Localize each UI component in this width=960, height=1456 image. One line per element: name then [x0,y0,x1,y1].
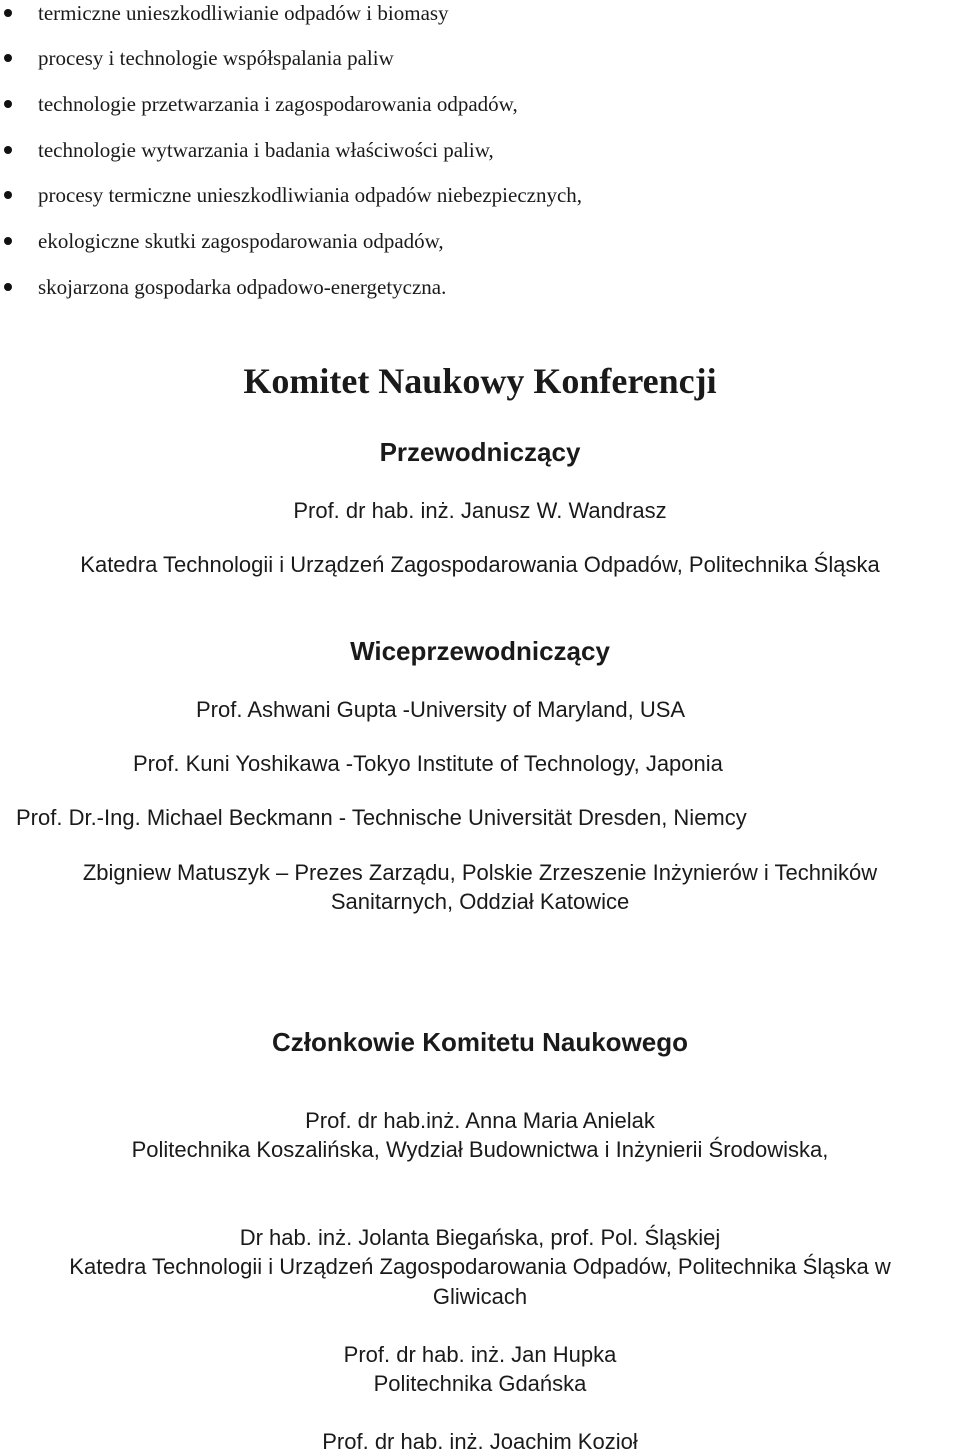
bullet-icon [4,9,12,17]
vice-extra-line: Zbigniew Matuszyk – Prezes Zarządu, Polskie Zrzeszenie Inżynierów i Techników [82,860,878,885]
member-affiliation: Gliwicach [432,1284,528,1309]
bullet-icon [4,191,12,199]
bullet-icon [4,237,12,245]
member-affiliation: Politechnika Gdańska [373,1371,587,1396]
chair-name: Prof. dr hab. inż. Janusz W. Wandrasz [293,498,667,523]
vice-heading: Wiceprzewodniczący [350,636,610,666]
members-heading: Członkowie Komitetu Naukowego [271,1027,689,1057]
bullet-icon [4,100,12,108]
member-name: Prof. dr hab. inż. Joachim Kozioł [322,1429,638,1454]
member-name: Prof. dr hab.inż. Anna Maria Anielak [305,1108,655,1133]
bullet-icon [4,146,12,154]
member-name: Dr hab. inż. Jolanta Biegańska, prof. Pol. Śląskiej [239,1225,721,1250]
committee-title: Komitet Naukowy Konferencji [243,361,717,401]
member-name: Prof. dr hab. inż. Jan Hupka [343,1342,617,1367]
member-affiliation: Katedra Technologii i Urządzeń Zagospodarowania Odpadów, Politechnika Śląska w [69,1254,891,1279]
vice-member: Prof. Dr.-Ing. Michael Beckmann - Technische Universität Dresden, Niemcy [16,805,747,830]
bullet-icon [4,54,12,62]
vice-extra-line: Sanitarnych, Oddział Katowice [330,889,630,914]
vice-member: Prof. Kuni Yoshikawa -Tokyo Institute of Technology, Japonia [133,751,723,776]
bullet-icon [4,283,12,291]
chair-affiliation: Katedra Technologii i Urządzeń Zagospodarowania Odpadów, Politechnika Śląska [80,552,880,577]
vice-member: Prof. Ashwani Gupta -University of Maryland, USA [196,697,686,722]
member-affiliation: Politechnika Koszalińska, Wydział Budownictwa i Inżynierii Środowiska, [131,1137,829,1162]
chair-heading: Przewodniczący [379,437,581,467]
